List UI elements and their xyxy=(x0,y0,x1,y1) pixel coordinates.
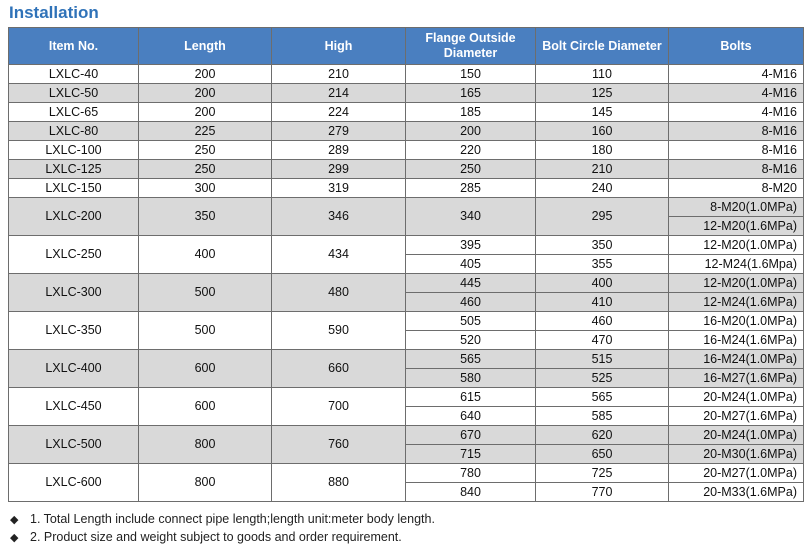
cell-high: 880 xyxy=(272,464,406,502)
cell-flange: 715 xyxy=(406,445,536,464)
cell-length: 250 xyxy=(139,141,272,160)
cell-bolt-circle: 350 xyxy=(536,236,669,255)
cell-bolts: 20-M27(1.0MPa) xyxy=(669,464,804,483)
cell-high: 224 xyxy=(272,103,406,122)
header-bolt-circle-diameter: Bolt Circle Diameter xyxy=(536,28,669,65)
cell-bolts: 12-M20(1.0MPa) xyxy=(669,274,804,293)
cell-bolt-circle: 470 xyxy=(536,331,669,350)
cell-flange: 250 xyxy=(406,160,536,179)
cell-bolts: 16-M27(1.6MPa) xyxy=(669,369,804,388)
cell-high: 214 xyxy=(272,84,406,103)
cell-bolt-circle: 650 xyxy=(536,445,669,464)
installation-table xyxy=(8,27,804,502)
cell-bolt-circle: 125 xyxy=(536,84,669,103)
cell-flange: 520 xyxy=(406,331,536,350)
cell-bolt-circle: 160 xyxy=(536,122,669,141)
table-row xyxy=(9,122,804,141)
cell-bolt-circle: 295 xyxy=(536,198,669,236)
cell-flange: 445 xyxy=(406,274,536,293)
cell-bolt-circle: 145 xyxy=(536,103,669,122)
table-row xyxy=(9,464,804,483)
table-row xyxy=(9,274,804,293)
cell-bolt-circle: 240 xyxy=(536,179,669,198)
cell-flange: 185 xyxy=(406,103,536,122)
cell-length: 200 xyxy=(139,84,272,103)
cell-length: 800 xyxy=(139,464,272,502)
header-high: High xyxy=(272,28,406,65)
cell-bolt-circle: 110 xyxy=(536,65,669,84)
cell-bolt-circle: 180 xyxy=(536,141,669,160)
cell-item: LXLC-500 xyxy=(9,426,139,464)
cell-item: LXLC-80 xyxy=(9,122,139,141)
cell-length: 400 xyxy=(139,236,272,274)
cell-high: 210 xyxy=(272,65,406,84)
table-row xyxy=(9,350,804,369)
cell-bolts: 8-M16 xyxy=(669,122,804,141)
cell-length: 250 xyxy=(139,160,272,179)
table-row xyxy=(9,160,804,179)
cell-flange: 395 xyxy=(406,236,536,255)
cell-bolts: 16-M24(1.6MPa) xyxy=(669,331,804,350)
cell-high: 590 xyxy=(272,312,406,350)
table-row xyxy=(9,388,804,407)
cell-high: 319 xyxy=(272,179,406,198)
cell-bolts: 8-M16 xyxy=(669,160,804,179)
cell-flange: 405 xyxy=(406,255,536,274)
cell-bolt-circle: 770 xyxy=(536,483,669,502)
cell-flange: 840 xyxy=(406,483,536,502)
table-row xyxy=(9,426,804,445)
cell-flange: 165 xyxy=(406,84,536,103)
cell-high: 346 xyxy=(272,198,406,236)
cell-bolt-circle: 460 xyxy=(536,312,669,331)
cell-bolts: 4-M16 xyxy=(669,65,804,84)
cell-high: 434 xyxy=(272,236,406,274)
cell-bolts: 20-M24(1.0MPa) xyxy=(669,426,804,445)
cell-bolts: 8-M20(1.0MPa) xyxy=(669,198,804,217)
cell-bolt-circle: 565 xyxy=(536,388,669,407)
diamond-icon: ◆ xyxy=(10,532,19,544)
cell-bolt-circle: 725 xyxy=(536,464,669,483)
table-row xyxy=(9,84,804,103)
cell-high: 700 xyxy=(272,388,406,426)
header-flange-outside-diameter: Flange Outside Diameter xyxy=(406,28,536,65)
cell-bolt-circle: 410 xyxy=(536,293,669,312)
cell-length: 200 xyxy=(139,103,272,122)
cell-bolt-circle: 515 xyxy=(536,350,669,369)
cell-flange: 640 xyxy=(406,407,536,426)
cell-bolts: 16-M24(1.0MPa) xyxy=(669,350,804,369)
cell-bolts: 12-M20(1.6MPa) xyxy=(669,217,804,236)
cell-bolts: 12-M24(1.6Mpa) xyxy=(669,255,804,274)
table-row xyxy=(9,198,804,217)
cell-flange: 200 xyxy=(406,122,536,141)
cell-bolt-circle: 355 xyxy=(536,255,669,274)
note-1 xyxy=(10,512,435,526)
cell-bolt-circle: 525 xyxy=(536,369,669,388)
cell-length: 800 xyxy=(139,426,272,464)
cell-bolts: 12-M20(1.0MPa) xyxy=(669,236,804,255)
cell-flange: 670 xyxy=(406,426,536,445)
cell-item: LXLC-600 xyxy=(9,464,139,502)
cell-flange: 220 xyxy=(406,141,536,160)
cell-item: LXLC-40 xyxy=(9,65,139,84)
cell-bolts: 20-M30(1.6MPa) xyxy=(669,445,804,464)
cell-item: LXLC-400 xyxy=(9,350,139,388)
cell-length: 600 xyxy=(139,388,272,426)
header-length: Length xyxy=(139,28,272,65)
cell-length: 200 xyxy=(139,65,272,84)
cell-item: LXLC-250 xyxy=(9,236,139,274)
table-row xyxy=(9,312,804,331)
header-bolts: Bolts xyxy=(669,28,804,65)
cell-item: LXLC-125 xyxy=(9,160,139,179)
cell-high: 279 xyxy=(272,122,406,141)
cell-item: LXLC-300 xyxy=(9,274,139,312)
cell-bolts: 20-M24(1.0MPa) xyxy=(669,388,804,407)
note-2-text: 2. Product size and weight subject to goods and order requirement. xyxy=(30,530,402,544)
cell-flange: 580 xyxy=(406,369,536,388)
cell-high: 760 xyxy=(272,426,406,464)
note-1-text: 1. Total Length include connect pipe length;length unit:meter body length. xyxy=(30,512,435,526)
cell-item: LXLC-450 xyxy=(9,388,139,426)
table-row xyxy=(9,236,804,255)
cell-item: LXLC-150 xyxy=(9,179,139,198)
cell-bolts: 12-M24(1.6MPa) xyxy=(669,293,804,312)
table-row xyxy=(9,103,804,122)
cell-flange: 505 xyxy=(406,312,536,331)
table-row xyxy=(9,179,804,198)
cell-flange: 565 xyxy=(406,350,536,369)
cell-high: 289 xyxy=(272,141,406,160)
cell-high: 299 xyxy=(272,160,406,179)
cell-bolts: 20-M27(1.6MPa) xyxy=(669,407,804,426)
cell-bolt-circle: 400 xyxy=(536,274,669,293)
cell-flange: 285 xyxy=(406,179,536,198)
diamond-icon: ◆ xyxy=(10,514,19,526)
cell-bolts: 8-M16 xyxy=(669,141,804,160)
cell-high: 480 xyxy=(272,274,406,312)
cell-bolts: 16-M20(1.0MPa) xyxy=(669,312,804,331)
cell-bolts: 4-M16 xyxy=(669,103,804,122)
cell-length: 500 xyxy=(139,274,272,312)
table-header-row xyxy=(9,28,804,65)
page-title: Installation xyxy=(9,3,99,22)
table-row xyxy=(9,141,804,160)
cell-item: LXLC-50 xyxy=(9,84,139,103)
cell-bolt-circle: 620 xyxy=(536,426,669,445)
cell-flange: 780 xyxy=(406,464,536,483)
cell-flange: 340 xyxy=(406,198,536,236)
cell-bolts: 20-M33(1.6MPa) xyxy=(669,483,804,502)
cell-length: 300 xyxy=(139,179,272,198)
cell-bolt-circle: 210 xyxy=(536,160,669,179)
cell-flange: 615 xyxy=(406,388,536,407)
cell-length: 225 xyxy=(139,122,272,141)
cell-item: LXLC-200 xyxy=(9,198,139,236)
cell-bolt-circle: 585 xyxy=(536,407,669,426)
cell-item: LXLC-350 xyxy=(9,312,139,350)
cell-item: LXLC-100 xyxy=(9,141,139,160)
table-row xyxy=(9,65,804,84)
note-2 xyxy=(10,530,402,544)
cell-high: 660 xyxy=(272,350,406,388)
cell-length: 350 xyxy=(139,198,272,236)
cell-flange: 460 xyxy=(406,293,536,312)
cell-bolts: 8-M20 xyxy=(669,179,804,198)
cell-bolts: 4-M16 xyxy=(669,84,804,103)
cell-length: 500 xyxy=(139,312,272,350)
cell-item: LXLC-65 xyxy=(9,103,139,122)
cell-flange: 150 xyxy=(406,65,536,84)
cell-length: 600 xyxy=(139,350,272,388)
header-item-no: Item No. xyxy=(9,28,139,65)
